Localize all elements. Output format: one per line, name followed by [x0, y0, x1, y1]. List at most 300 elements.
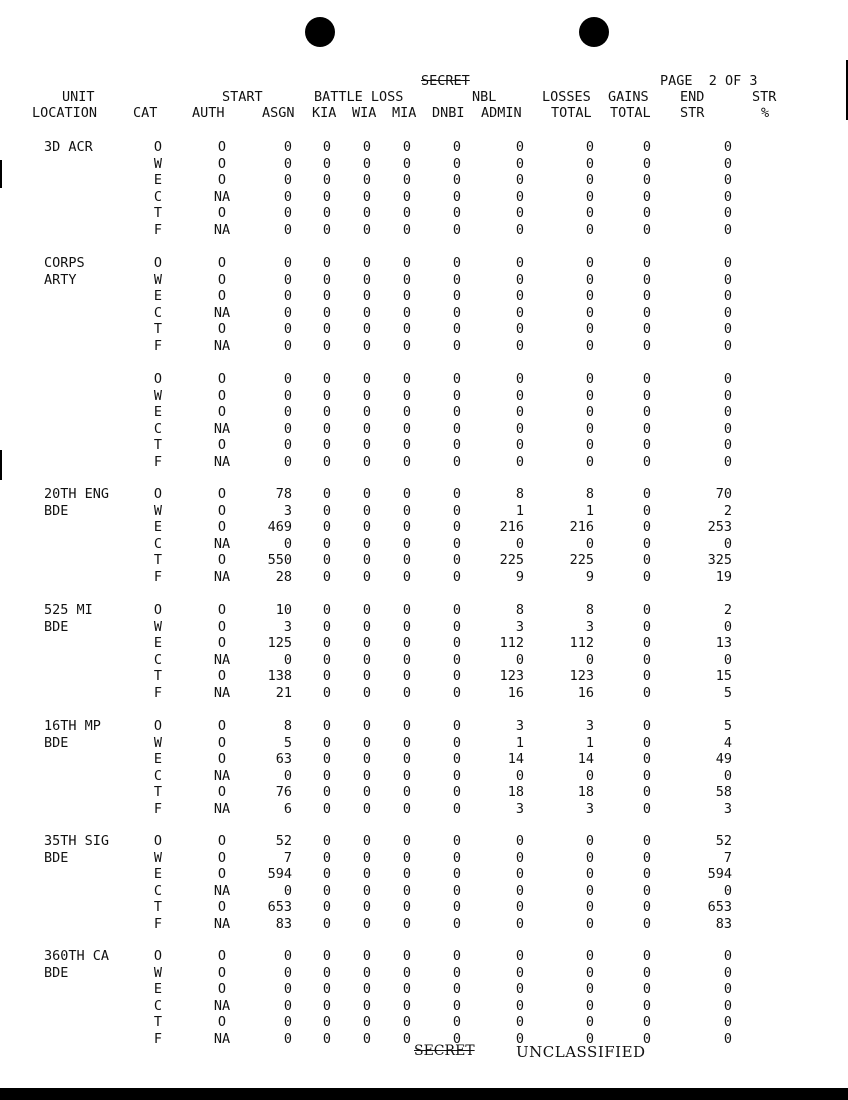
- cell-end-str: 0: [723, 1030, 732, 1047]
- cell-kia: 0: [322, 1030, 332, 1047]
- cell-end-str: 0: [723, 155, 732, 172]
- cell-admin: 0: [515, 833, 524, 849]
- cell-wia: 0: [362, 221, 372, 238]
- cell-kia: 0: [322, 552, 332, 568]
- cell-losses-total: 0: [585, 404, 594, 420]
- cell-gains-total: 0: [642, 882, 652, 899]
- cell-kia: 0: [322, 635, 332, 651]
- table-row: [0, 288, 848, 305]
- cell-cat: F: [153, 453, 163, 470]
- cell-losses-total: 14: [577, 751, 594, 767]
- cell-kia: 0: [322, 535, 332, 552]
- cell-kia: 0: [322, 337, 332, 354]
- unit-location-name: BDE: [44, 502, 69, 519]
- cell-losses-total: 0: [585, 172, 594, 188]
- cell-asgn: 0: [283, 882, 292, 899]
- cell-mia: 0: [402, 668, 412, 684]
- cell-kia: 0: [322, 751, 332, 767]
- cell-gains-total: 0: [642, 420, 652, 437]
- header-str: STR: [752, 89, 777, 105]
- table-row: [0, 172, 848, 189]
- cell-cat: F: [153, 221, 163, 238]
- cell-mia: 0: [402, 519, 412, 535]
- cell-admin: 0: [515, 337, 524, 354]
- cell-kia: 0: [322, 486, 332, 502]
- cell-asgn: 0: [283, 172, 292, 188]
- cell-end-str: 325: [707, 552, 732, 568]
- cell-dnbi: 0: [452, 552, 462, 568]
- cell-wia: 0: [362, 668, 372, 684]
- cell-gains-total: 0: [642, 751, 652, 767]
- cell-cat: T: [153, 668, 163, 684]
- cell-wia: 0: [362, 981, 372, 997]
- cell-admin: 0: [515, 288, 524, 304]
- cell-kia: 0: [322, 1014, 332, 1030]
- cell-cat: O: [153, 602, 163, 618]
- cell-asgn: 0: [283, 1030, 292, 1047]
- cell-wia: 0: [362, 1030, 372, 1047]
- cell-auth: NA: [213, 221, 231, 238]
- cell-dnbi: 0: [452, 635, 462, 651]
- cell-kia: 0: [322, 964, 332, 981]
- cell-end-str: 49: [715, 751, 732, 767]
- cell-auth: O: [217, 155, 227, 172]
- cell-admin: 0: [515, 371, 524, 387]
- cell-wia: 0: [362, 635, 372, 651]
- cell-admin: 0: [515, 437, 524, 453]
- cell-asgn: 0: [283, 371, 292, 387]
- cell-losses-total: 0: [585, 899, 594, 915]
- unit-location-name: 3D ACR: [44, 139, 93, 155]
- cell-end-str: 0: [723, 188, 732, 205]
- cell-auth: O: [217, 849, 227, 866]
- cell-mia: 0: [402, 1014, 412, 1030]
- cell-mia: 0: [402, 321, 412, 337]
- cell-kia: 0: [322, 684, 332, 701]
- cell-cat: O: [153, 371, 163, 387]
- cell-wia: 0: [362, 767, 372, 784]
- cell-gains-total: 0: [642, 519, 652, 535]
- cell-cat: T: [153, 899, 163, 915]
- cell-asgn: 28: [275, 568, 292, 585]
- cell-kia: 0: [322, 948, 332, 964]
- cell-dnbi: 0: [452, 1030, 462, 1047]
- cell-cat: E: [153, 635, 163, 651]
- header-start: START: [222, 89, 263, 105]
- cell-end-str: 0: [723, 304, 732, 321]
- cell-kia: 0: [322, 568, 332, 585]
- table-row: [0, 321, 848, 338]
- cell-dnbi: 0: [452, 1014, 462, 1030]
- cell-dnbi: 0: [452, 486, 462, 502]
- cell-auth: NA: [213, 997, 231, 1014]
- cell-dnbi: 0: [452, 453, 462, 470]
- table-row: [0, 569, 848, 586]
- cell-auth: NA: [213, 188, 231, 205]
- cell-admin: 0: [515, 188, 524, 205]
- cell-admin: 225: [499, 552, 524, 568]
- cell-admin: 14: [507, 751, 524, 767]
- cell-gains-total: 0: [642, 684, 652, 701]
- header-losses-total: TOTAL: [551, 105, 592, 121]
- cell-wia: 0: [362, 684, 372, 701]
- header-end: END: [680, 89, 705, 105]
- cell-end-str: 0: [723, 271, 732, 288]
- cell-auth: NA: [213, 915, 231, 932]
- cell-end-str: 0: [723, 387, 732, 404]
- cell-losses-total: 8: [585, 486, 594, 502]
- header-losses: LOSSES: [542, 89, 591, 105]
- cell-asgn: 0: [283, 337, 292, 354]
- cell-gains-total: 0: [642, 271, 652, 288]
- cell-mia: 0: [402, 948, 412, 964]
- unit-location-name: 35TH SIG: [44, 833, 110, 849]
- cell-cat: O: [153, 139, 163, 155]
- cell-auth: O: [217, 288, 227, 304]
- cell-kia: 0: [322, 784, 332, 800]
- punch-hole-right: [579, 17, 609, 47]
- cell-auth: NA: [213, 1030, 231, 1047]
- cell-cat: T: [153, 1014, 163, 1030]
- table-row: [0, 503, 848, 520]
- cell-end-str: 0: [723, 981, 732, 997]
- cell-wia: 0: [362, 155, 372, 172]
- cell-auth: NA: [213, 568, 231, 585]
- cell-losses-total: 3: [585, 618, 594, 635]
- cell-kia: 0: [322, 321, 332, 337]
- cell-losses-total: 225: [569, 552, 594, 568]
- cell-losses-total: 18: [577, 784, 594, 800]
- cell-mia: 0: [402, 849, 412, 866]
- cell-asgn: 52: [275, 833, 292, 849]
- cell-auth: O: [217, 502, 227, 519]
- scan-bottom-edge: [0, 1088, 848, 1100]
- cell-end-str: 0: [723, 139, 732, 155]
- cell-cat: O: [153, 948, 163, 964]
- cell-admin: 0: [515, 899, 524, 915]
- header-dnbi: DNBI: [432, 105, 465, 121]
- cell-end-str: 0: [723, 651, 732, 668]
- cell-asgn: 83: [275, 915, 292, 932]
- cell-wia: 0: [362, 453, 372, 470]
- cell-auth: O: [217, 437, 227, 453]
- table-row: [0, 916, 848, 933]
- cell-losses-total: 0: [585, 205, 594, 221]
- cell-auth: O: [217, 981, 227, 997]
- cell-mia: 0: [402, 915, 412, 932]
- cell-dnbi: 0: [452, 718, 462, 734]
- cell-auth: O: [217, 866, 227, 882]
- cell-auth: O: [217, 734, 227, 751]
- unit-location-name: 525 MI: [44, 602, 93, 618]
- cell-wia: 0: [362, 519, 372, 535]
- cell-end-str: 0: [723, 437, 732, 453]
- cell-cat: E: [153, 288, 163, 304]
- table-row: [0, 768, 848, 785]
- cell-admin: 123: [499, 668, 524, 684]
- cell-cat: C: [153, 767, 163, 784]
- unit-location-name: BDE: [44, 964, 69, 981]
- cell-kia: 0: [322, 387, 332, 404]
- cell-dnbi: 0: [452, 784, 462, 800]
- cell-auth: O: [217, 271, 227, 288]
- cell-end-str: 13: [715, 635, 732, 651]
- cell-gains-total: 0: [642, 188, 652, 205]
- cell-gains-total: 0: [642, 997, 652, 1014]
- cell-auth: O: [217, 371, 227, 387]
- cell-auth: NA: [213, 420, 231, 437]
- cell-end-str: 5: [723, 684, 732, 701]
- cell-auth: O: [217, 718, 227, 734]
- cell-losses-total: 0: [585, 1014, 594, 1030]
- cell-kia: 0: [322, 519, 332, 535]
- cell-wia: 0: [362, 866, 372, 882]
- cell-end-str: 58: [715, 784, 732, 800]
- cell-kia: 0: [322, 668, 332, 684]
- cell-end-str: 0: [723, 205, 732, 221]
- cell-losses-total: 0: [585, 188, 594, 205]
- cell-cat: W: [153, 964, 163, 981]
- cell-cat: F: [153, 1030, 163, 1047]
- cell-cat: W: [153, 618, 163, 635]
- cell-kia: 0: [322, 404, 332, 420]
- cell-end-str: 0: [723, 964, 732, 981]
- table-row: [0, 948, 848, 965]
- cell-admin: 0: [515, 981, 524, 997]
- cell-wia: 0: [362, 371, 372, 387]
- cell-losses-total: 0: [585, 964, 594, 981]
- cell-auth: O: [217, 519, 227, 535]
- cell-cat: C: [153, 882, 163, 899]
- cell-kia: 0: [322, 602, 332, 618]
- cell-gains-total: 0: [642, 288, 652, 304]
- cell-auth: O: [217, 486, 227, 502]
- header-battle-loss: BATTLE LOSS: [314, 89, 404, 105]
- cell-end-str: 0: [723, 948, 732, 964]
- cell-admin: 0: [515, 155, 524, 172]
- cell-cat: C: [153, 997, 163, 1014]
- cell-asgn: 653: [267, 899, 292, 915]
- cell-asgn: 0: [283, 964, 292, 981]
- cell-mia: 0: [402, 635, 412, 651]
- cell-mia: 0: [402, 420, 412, 437]
- cell-admin: 112: [499, 635, 524, 651]
- cell-dnbi: 0: [452, 618, 462, 635]
- table-row: [0, 619, 848, 636]
- cell-dnbi: 0: [452, 172, 462, 188]
- cell-auth: NA: [213, 453, 231, 470]
- cell-gains-total: 0: [642, 552, 652, 568]
- cell-losses-total: 0: [585, 866, 594, 882]
- cell-end-str: 0: [723, 767, 732, 784]
- cell-wia: 0: [362, 849, 372, 866]
- cell-losses-total: 0: [585, 337, 594, 354]
- table-row: [0, 981, 848, 998]
- cell-gains-total: 0: [642, 948, 652, 964]
- table-row: [0, 536, 848, 553]
- cell-mia: 0: [402, 271, 412, 288]
- cell-admin: 0: [515, 1014, 524, 1030]
- cell-admin: 8: [515, 486, 524, 502]
- cell-cat: T: [153, 437, 163, 453]
- cell-mia: 0: [402, 964, 412, 981]
- cell-admin: 0: [515, 651, 524, 668]
- header-wia: WIA: [352, 105, 377, 121]
- cell-asgn: 0: [283, 139, 292, 155]
- cell-wia: 0: [362, 205, 372, 221]
- cell-admin: 16: [507, 684, 524, 701]
- cell-auth: NA: [213, 651, 231, 668]
- cell-losses-total: 0: [585, 981, 594, 997]
- cell-losses-total: 0: [585, 997, 594, 1014]
- table-row: [0, 437, 848, 454]
- cell-losses-total: 0: [585, 271, 594, 288]
- cell-mia: 0: [402, 337, 412, 354]
- cell-asgn: 3: [283, 618, 292, 635]
- cell-kia: 0: [322, 304, 332, 321]
- cell-dnbi: 0: [452, 304, 462, 321]
- cell-gains-total: 0: [642, 866, 652, 882]
- cell-losses-total: 0: [585, 767, 594, 784]
- cell-mia: 0: [402, 453, 412, 470]
- table-row: [0, 635, 848, 652]
- cell-dnbi: 0: [452, 502, 462, 519]
- cell-losses-total: 0: [585, 139, 594, 155]
- cell-dnbi: 0: [452, 255, 462, 271]
- cell-kia: 0: [322, 734, 332, 751]
- cell-dnbi: 0: [452, 684, 462, 701]
- cell-asgn: 5: [283, 734, 292, 751]
- cell-cat: E: [153, 172, 163, 188]
- cell-cat: T: [153, 321, 163, 337]
- table-row: [0, 998, 848, 1015]
- cell-kia: 0: [322, 288, 332, 304]
- cell-wia: 0: [362, 321, 372, 337]
- cell-mia: 0: [402, 188, 412, 205]
- cell-mia: 0: [402, 404, 412, 420]
- cell-losses-total: 0: [585, 651, 594, 668]
- cell-wia: 0: [362, 188, 372, 205]
- header-end-str: STR: [680, 105, 705, 121]
- cell-kia: 0: [322, 255, 332, 271]
- cell-end-str: 0: [723, 321, 732, 337]
- cell-end-str: 15: [715, 668, 732, 684]
- cell-asgn: 0: [283, 420, 292, 437]
- unit-location-name: 16TH MP: [44, 718, 101, 734]
- cell-admin: 0: [515, 964, 524, 981]
- cell-cat: T: [153, 552, 163, 568]
- cell-auth: O: [217, 552, 227, 568]
- cell-asgn: 0: [283, 535, 292, 552]
- cell-wia: 0: [362, 552, 372, 568]
- table-row: [0, 371, 848, 388]
- cell-end-str: 0: [723, 420, 732, 437]
- cell-asgn: 0: [283, 188, 292, 205]
- cell-gains-total: 0: [642, 784, 652, 800]
- cell-gains-total: 0: [642, 172, 652, 188]
- cell-dnbi: 0: [452, 205, 462, 221]
- cell-dnbi: 0: [452, 155, 462, 172]
- page-number: PAGE 2 OF 3: [660, 73, 758, 89]
- cell-wia: 0: [362, 882, 372, 899]
- cell-dnbi: 0: [452, 404, 462, 420]
- cell-losses-total: 0: [585, 387, 594, 404]
- cell-wia: 0: [362, 337, 372, 354]
- cell-gains-total: 0: [642, 453, 652, 470]
- cell-dnbi: 0: [452, 668, 462, 684]
- cell-admin: 0: [515, 882, 524, 899]
- cell-losses-total: 9: [585, 568, 594, 585]
- cell-kia: 0: [322, 915, 332, 932]
- cell-admin: 0: [515, 387, 524, 404]
- cell-admin: 0: [515, 767, 524, 784]
- cell-end-str: 0: [723, 288, 732, 304]
- cell-wia: 0: [362, 387, 372, 404]
- cell-admin: 0: [515, 866, 524, 882]
- cell-kia: 0: [322, 437, 332, 453]
- cell-auth: O: [217, 784, 227, 800]
- cell-asgn: 3: [283, 502, 292, 519]
- cell-wia: 0: [362, 139, 372, 155]
- cell-cat: C: [153, 304, 163, 321]
- cell-dnbi: 0: [452, 271, 462, 288]
- cell-admin: 0: [515, 453, 524, 470]
- cell-cat: E: [153, 751, 163, 767]
- cell-losses-total: 3: [585, 800, 594, 817]
- cell-gains-total: 0: [642, 718, 652, 734]
- header-gains-total: TOTAL: [610, 105, 651, 121]
- cell-auth: O: [217, 255, 227, 271]
- header-auth: AUTH: [192, 105, 225, 121]
- table-row: [0, 519, 848, 536]
- cell-admin: 0: [515, 139, 524, 155]
- cell-admin: 0: [515, 404, 524, 420]
- cell-kia: 0: [322, 899, 332, 915]
- cell-auth: O: [217, 618, 227, 635]
- classification-bottom-struck: SECRET: [414, 1043, 475, 1059]
- cell-auth: NA: [213, 767, 231, 784]
- cell-mia: 0: [402, 304, 412, 321]
- cell-cat: W: [153, 271, 163, 288]
- cell-admin: 0: [515, 948, 524, 964]
- cell-losses-total: 0: [585, 1030, 594, 1047]
- cell-mia: 0: [402, 502, 412, 519]
- cell-cat: E: [153, 404, 163, 420]
- cell-end-str: 0: [723, 997, 732, 1014]
- cell-kia: 0: [322, 420, 332, 437]
- cell-asgn: 594: [267, 866, 292, 882]
- cell-kia: 0: [322, 981, 332, 997]
- cell-dnbi: 0: [452, 188, 462, 205]
- cell-mia: 0: [402, 172, 412, 188]
- cell-auth: O: [217, 964, 227, 981]
- cell-dnbi: 0: [452, 535, 462, 552]
- cell-losses-total: 0: [585, 535, 594, 552]
- cell-asgn: 0: [283, 981, 292, 997]
- cell-losses-total: 0: [585, 304, 594, 321]
- cell-wia: 0: [362, 255, 372, 271]
- cell-mia: 0: [402, 535, 412, 552]
- cell-end-str: 0: [723, 404, 732, 420]
- cell-cat: F: [153, 684, 163, 701]
- table-row: [0, 421, 848, 438]
- cell-wia: 0: [362, 535, 372, 552]
- cell-gains-total: 0: [642, 1030, 652, 1047]
- cell-losses-total: 0: [585, 849, 594, 866]
- cell-mia: 0: [402, 486, 412, 502]
- header-cat: CAT: [133, 105, 158, 121]
- cell-wia: 0: [362, 964, 372, 981]
